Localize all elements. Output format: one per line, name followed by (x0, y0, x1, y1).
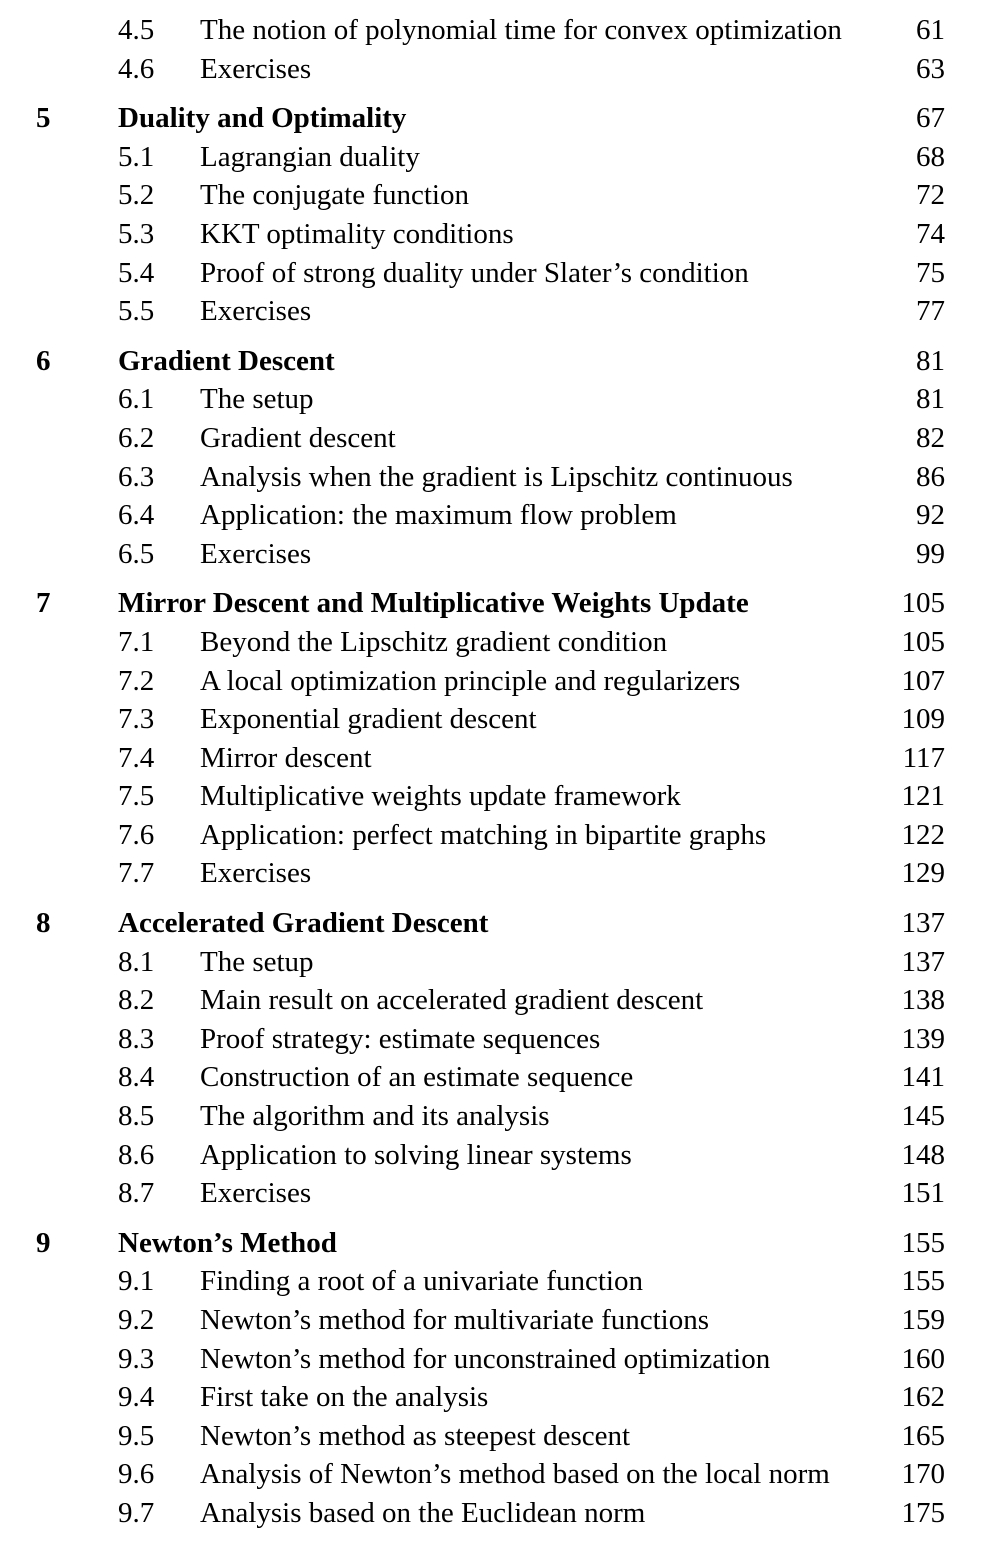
toc-chapter-row (36, 99, 945, 138)
section-title: The notion of polynomial time for convex optimization (200, 14, 842, 46)
chapter-number-spacer (36, 458, 118, 497)
chapter-number-spacer (36, 215, 118, 254)
section-number: 4.5 (118, 14, 155, 46)
toc-section-row (36, 1378, 945, 1417)
toc-section-row (36, 1020, 945, 1059)
section-title: The setup (200, 383, 314, 416)
page-number: 105 (901, 625, 945, 658)
section-number: 5.2 (118, 179, 155, 212)
page-number: 145 (901, 1100, 945, 1133)
chapter-title: Mirror Descent and Multiplicative Weights Update (118, 587, 749, 620)
section-number: 5.5 (118, 295, 155, 328)
chapter-number-spacer (36, 1378, 118, 1417)
toc-section-row (36, 254, 945, 293)
toc-section-row (36, 11, 945, 50)
section-title: Application to solving linear systems (200, 1138, 632, 1171)
toc-section-row (36, 1301, 945, 1340)
chapter-number-spacer (36, 380, 118, 419)
section-title: Analysis based on the Euclidean norm (200, 1496, 646, 1529)
chapter-number-spacer (36, 419, 118, 458)
chapter-number: 8 (36, 907, 51, 940)
section-number: 5.3 (118, 217, 155, 250)
toc-section-row (36, 623, 945, 662)
toc-chapter-row (36, 342, 945, 381)
chapter-number-spacer (36, 981, 118, 1020)
section-number: 6.1 (118, 383, 155, 416)
toc-list (36, 11, 945, 1533)
section-number: 9.3 (118, 1342, 155, 1375)
section-number: 6.5 (118, 537, 155, 570)
toc-section-row (36, 419, 945, 458)
page-number: 122 (901, 818, 945, 851)
section-number: 8.4 (118, 1061, 155, 1094)
section-title: Proof of strong duality under Slater’s condition (200, 256, 749, 289)
section-title: Exercises (200, 295, 312, 328)
section-title: Analysis of Newton’s method based on the local norm (200, 1458, 830, 1491)
section-title: Newton’s method as steepest descent (200, 1419, 631, 1452)
chapter-title: Gradient Descent (118, 344, 335, 377)
page-number: 155 (901, 1265, 945, 1298)
chapter-title: Accelerated Gradient Descent (118, 907, 489, 940)
toc-section-row (36, 1494, 945, 1533)
chapter-number-spacer (36, 1455, 118, 1494)
page-number: 82 (916, 421, 945, 454)
page-number: 63 (916, 52, 945, 85)
page-number: 160 (901, 1342, 945, 1375)
page-number: 170 (901, 1458, 945, 1491)
section-title: Gradient descent (200, 421, 396, 454)
section-title: Exercises (200, 1177, 312, 1210)
chapter-title: Newton’s Method (118, 1226, 337, 1259)
section-title: Main result on accelerated gradient descent (200, 984, 704, 1017)
page-number: 77 (916, 295, 945, 328)
section-number: 8.1 (118, 945, 155, 978)
page-number: 121 (901, 780, 945, 813)
chapter-number-spacer (36, 1340, 118, 1379)
chapter-number-spacer (36, 1020, 118, 1059)
section-number: 7.6 (118, 818, 155, 851)
page-number: 165 (901, 1419, 945, 1452)
section-title: KKT optimality conditions (200, 217, 514, 250)
section-number: 5.4 (118, 256, 155, 289)
page-number: 137 (901, 907, 945, 940)
section-title: Application: perfect matching in bipartite graphs (200, 818, 767, 851)
page-number: 74 (916, 217, 945, 250)
toc-section-row (36, 496, 945, 535)
section-number: 7.4 (118, 741, 155, 774)
chapter-number: 9 (36, 1226, 51, 1259)
section-number: 9.6 (118, 1458, 155, 1491)
section-title: The conjugate function (200, 179, 469, 212)
section-title: Mirror descent (200, 741, 372, 774)
page-number: 68 (916, 140, 945, 173)
chapter-number-spacer (36, 777, 118, 816)
section-title: Construction of an estimate sequence (200, 1061, 634, 1094)
page-number: 61 (916, 14, 945, 46)
toc-chapter-row (36, 1224, 945, 1263)
toc-section-row (36, 1136, 945, 1175)
section-title: A local optimization principle and regularizers (200, 664, 741, 697)
section-number: 8.5 (118, 1100, 155, 1133)
page-number: 137 (901, 945, 945, 978)
page-number: 81 (916, 344, 945, 377)
section-title: Finding a root of a univariate function (200, 1265, 643, 1298)
chapter-number-spacer (36, 854, 118, 893)
section-number: 9.4 (118, 1381, 155, 1414)
chapter-number-spacer (36, 1262, 118, 1301)
chapter-number-spacer (36, 535, 118, 574)
chapter-title: Duality and Optimality (118, 102, 407, 135)
chapter-number-spacer (36, 1058, 118, 1097)
section-title: Exponential gradient descent (200, 703, 537, 736)
chapter-number-spacer (36, 138, 118, 177)
section-title: Exercises (200, 52, 312, 85)
page-number: 129 (901, 857, 945, 890)
chapter-number: 7 (36, 587, 51, 620)
chapter-number-spacer (36, 739, 118, 778)
toc-section-row (36, 700, 945, 739)
section-title: First take on the analysis (200, 1381, 489, 1414)
section-number: 8.2 (118, 984, 155, 1017)
section-number: 9.1 (118, 1265, 155, 1298)
page-number: 151 (901, 1177, 945, 1210)
page-number: 67 (916, 102, 945, 135)
section-number: 9.7 (118, 1496, 155, 1529)
chapter-number-spacer (36, 1136, 118, 1175)
page-number: 155 (901, 1226, 945, 1259)
chapter-number-spacer (36, 1097, 118, 1136)
page-number: 92 (916, 499, 945, 532)
section-title: The algorithm and its analysis (200, 1100, 550, 1133)
page-number: 117 (902, 741, 945, 774)
toc-section-row (36, 535, 945, 574)
toc-section-row (36, 1340, 945, 1379)
chapter-number-spacer (36, 11, 118, 50)
section-title: Proof strategy: estimate sequences (200, 1022, 601, 1055)
page-number: 109 (901, 703, 945, 736)
section-title: Beyond the Lipschitz gradient condition (200, 625, 668, 658)
page-number: 159 (901, 1304, 945, 1336)
section-title: Multiplicative weights update framework (200, 780, 681, 813)
chapter-number-spacer (36, 943, 118, 982)
chapter-number: 6 (36, 344, 51, 377)
chapter-number-spacer (36, 623, 118, 662)
section-number: 6.3 (118, 460, 155, 493)
page-number: 107 (901, 664, 945, 697)
toc-section-row (36, 50, 945, 89)
page-number: 138 (901, 984, 945, 1017)
chapter-number-spacer (36, 292, 118, 331)
toc-section-row (36, 380, 945, 419)
toc-section-row (36, 981, 945, 1020)
section-number: 7.1 (118, 625, 155, 658)
toc-section-row (36, 1262, 945, 1301)
section-number: 5.1 (118, 140, 155, 173)
toc-chapter-row (36, 584, 945, 623)
section-number: 9.5 (118, 1419, 155, 1452)
toc-section-row (36, 138, 945, 177)
section-number: 6.2 (118, 421, 155, 454)
section-title: Exercises (200, 857, 312, 890)
section-number: 7.3 (118, 703, 155, 736)
section-title: Newton’s method for multivariate functions (200, 1304, 710, 1336)
toc-section-row (36, 1455, 945, 1494)
section-number: 4.6 (118, 52, 155, 85)
toc-section-row (36, 662, 945, 701)
page-number: 162 (901, 1381, 945, 1414)
section-number: 9.2 (118, 1304, 155, 1336)
chapter-number: 5 (36, 102, 51, 135)
chapter-number-spacer (36, 816, 118, 855)
chapter-number-spacer (36, 700, 118, 739)
toc-section-row (36, 458, 945, 497)
toc-section-row (36, 943, 945, 982)
chapter-number-spacer (36, 662, 118, 701)
page-number: 72 (916, 179, 945, 212)
chapter-number-spacer (36, 1494, 118, 1533)
section-number: 7.2 (118, 664, 155, 697)
chapter-number-spacer (36, 1301, 118, 1340)
chapter-number-spacer (36, 1417, 118, 1456)
section-number: 6.4 (118, 499, 155, 532)
toc-section-row (36, 854, 945, 893)
toc-section-row (36, 739, 945, 778)
section-title: Newton’s method for unconstrained optimization (200, 1342, 771, 1375)
toc-section-row (36, 1174, 945, 1213)
toc-section-row (36, 1417, 945, 1456)
toc-chapter-row (36, 904, 945, 943)
toc-section-row (36, 1097, 945, 1136)
chapter-number-spacer (36, 1174, 118, 1213)
page-number: 99 (916, 537, 945, 570)
toc-section-row (36, 777, 945, 816)
section-title: The setup (200, 945, 314, 978)
toc-section-row (36, 1058, 945, 1097)
page-number: 86 (916, 460, 945, 493)
toc-section-row (36, 176, 945, 215)
section-title: Lagrangian duality (200, 140, 420, 173)
toc-section-row (36, 816, 945, 855)
page-number: 139 (901, 1022, 945, 1055)
section-number: 7.7 (118, 857, 155, 890)
chapter-number-spacer (36, 496, 118, 535)
page-number: 141 (901, 1061, 945, 1094)
section-title: Exercises (200, 537, 312, 570)
chapter-number-spacer (36, 176, 118, 215)
section-number: 7.5 (118, 780, 155, 813)
section-number: 8.7 (118, 1177, 155, 1210)
page-number: 175 (901, 1496, 945, 1529)
page-number: 105 (901, 587, 945, 620)
chapter-number-spacer (36, 50, 118, 89)
page-number: 75 (916, 256, 945, 289)
chapter-number-spacer (36, 254, 118, 293)
section-number: 8.6 (118, 1138, 155, 1171)
toc-section-row (36, 215, 945, 254)
toc-section-row (36, 292, 945, 331)
section-number: 8.3 (118, 1022, 155, 1055)
page-number: 81 (916, 383, 945, 416)
page-number: 148 (901, 1138, 945, 1171)
section-title: Analysis when the gradient is Lipschitz continuous (200, 460, 793, 493)
section-title: Application: the maximum flow problem (200, 499, 677, 532)
